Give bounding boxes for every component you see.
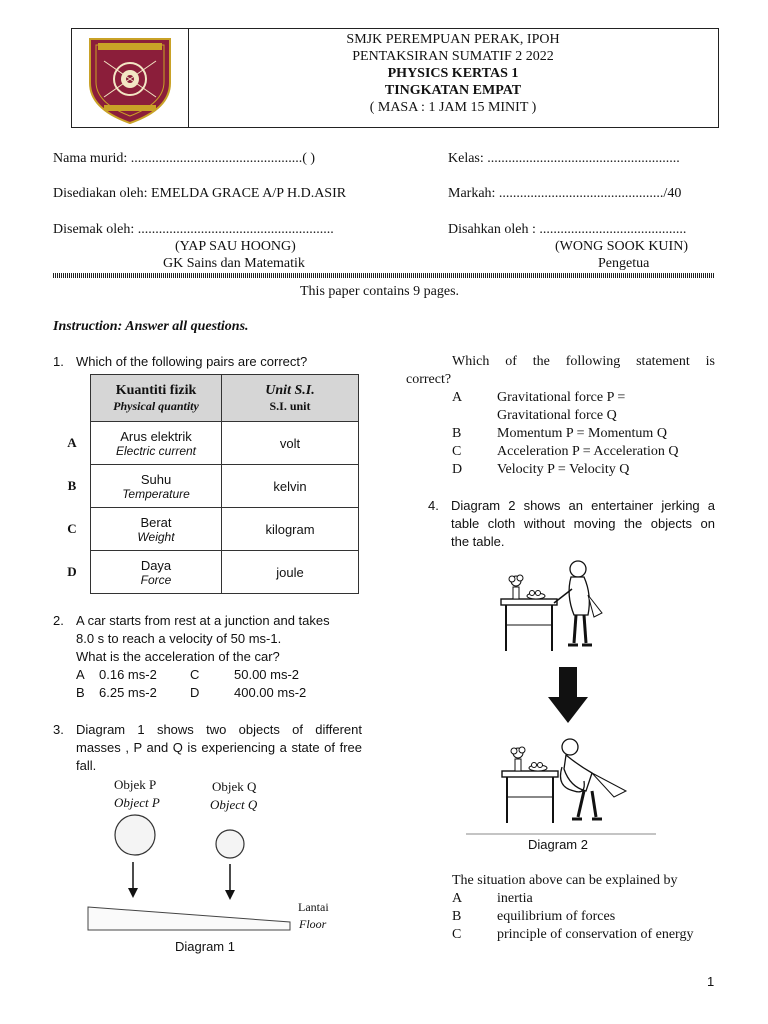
q2-line1: A car starts from rest at a junction and takes [76,613,330,628]
q2-option-a: 0.16 ms-2 [99,667,157,682]
approver-role: Pengetua [598,256,650,271]
header-title-block [188,29,718,116]
floor-surface [88,907,290,930]
q3-question-line2: correct? [406,372,452,387]
q2-option-a-label: A [76,667,85,682]
divider [53,273,715,278]
table-top-scene [501,575,557,651]
q1-table [54,374,359,594]
q3-line1: Diagram 1 shows two objects of different [76,722,362,737]
q3-option-b: Momentum P = Momentum Q [497,426,667,441]
diagram-2-caption: Diagram 2 [528,837,588,852]
checker-role: GK Sains dan Matematik [163,256,305,271]
school-name: SMJK PEREMPUAN PERAK, IPOH [346,32,560,47]
assessment-name: PENTAKSIRAN SUMATIF 2 2022 [352,49,554,64]
q2-option-b: 6.25 ms-2 [99,685,157,700]
floor-label-en: Floor [299,917,327,931]
diagram-2-figure [466,555,666,837]
q1-col2-header: Unit S.I. S.I. unit [222,375,359,422]
logo-cell [72,29,189,127]
q3-option-c: Acceleration P = Acceleration Q [497,444,679,459]
approved-by: Disahkan oleh : .......................................... [448,222,687,237]
object-q-label-en: Object Q [210,797,258,812]
q3-line3: fall. [76,758,97,773]
q3-option-c-label: C [452,444,462,459]
pages-note: This paper contains 9 pages. [300,284,460,299]
q1-text: Which of the following pairs are correct? [76,354,308,369]
school-crest-icon [72,29,188,127]
form-title: TINGKATAN EMPAT [384,83,522,98]
q4-option-c: principle of conservation of energy [497,927,694,942]
q1-number: 1. [53,354,64,369]
table-row: D Daya Force joule [54,551,359,594]
q3-option-a: Gravitational force P = [497,390,626,405]
class-field: Kelas: ....................................................... [448,151,680,166]
q4-option-a: inertia [497,891,533,906]
checker-name: (YAP SAU HOONG) [175,239,296,254]
down-arrow-icon [548,667,588,723]
q4-line3: the table. [451,534,505,549]
q2-line3: What is the acceleration of the car? [76,649,280,664]
q3-option-a-cont: Gravitational force Q [497,408,617,423]
table-row: A Arus elektrik Electric current volt [54,422,359,465]
q2-option-b-label: B [76,685,85,700]
floor-label-bm: Lantai [298,900,329,914]
q2-number: 2. [53,613,64,628]
page-number: 1 [707,974,715,989]
q3-option-b-label: B [452,426,462,441]
header-box [71,28,719,128]
q4-option-c-label: C [452,927,462,942]
marks-field: Markah: .............................................../40 [448,186,682,201]
q2-line2: 8.0 s to reach a velocity of 50 ms-1. [76,631,282,646]
fall-arrow-p-icon [128,862,138,898]
duration: ( MASA : 1 JAM 15 MINIT ) [369,100,537,115]
object-q-ball [216,830,244,858]
q4-line2: table cloth without moving the objects on [451,516,715,531]
q3-option-d: Velocity P = Velocity Q [497,462,630,477]
object-q-label-bm: Objek Q [212,779,257,794]
object-p-ball [115,815,155,855]
subject-title: PHYSICS KERTAS 1 [387,66,519,81]
object-p-label-bm: Objek P [114,777,157,792]
q1-col1-header: Kuantiti fizik Physical quantity [91,375,222,422]
q4-option-a-label: A [452,891,463,906]
instruction: Instruction: Answer all questions. [53,319,249,334]
q4-option-b-label: B [452,909,462,924]
fall-arrow-q-icon [225,864,235,900]
table-bottom-scene [502,747,558,823]
q4-number: 4. [428,498,439,513]
q3-question-line1: Which of the following statement is [452,354,715,369]
q4-line1: Diagram 2 shows an entertainer jerking a [451,498,715,513]
q3-option-a-label: A [452,390,463,405]
q3-option-d-label: D [452,462,463,477]
q2-option-c: 50.00 ms-2 [234,667,300,682]
prepared-by: Disediakan oleh: EMELDA GRACE A/P H.D.ASIR [53,186,347,201]
q4-prompt: The situation above can be explained by [452,873,678,888]
q2-option-d: 400.00 ms-2 [234,685,307,700]
diagram-1-caption: Diagram 1 [175,939,235,954]
object-p-label-en: Object P [114,795,160,810]
q2-option-c-label: C [190,667,200,682]
table-row: C Berat Weight kilogram [54,508,359,551]
q4-option-b: equilibrium of forces [497,909,616,924]
q2-option-d-label: D [190,685,200,700]
entertainer-figure-bottom [561,739,627,819]
approver-name: (WONG SOOK KUIN) [555,239,688,254]
checked-by: Disemak oleh: ........................................................ [53,222,334,237]
student-name-field: Nama murid: .................................................( ) [53,151,316,166]
entertainer-figure-top [554,561,602,645]
table-row: B Suhu Temperature kelvin [54,465,359,508]
q3-line2: masses , P and Q is experiencing a state of free [76,740,362,755]
q3-number: 3. [53,722,64,737]
